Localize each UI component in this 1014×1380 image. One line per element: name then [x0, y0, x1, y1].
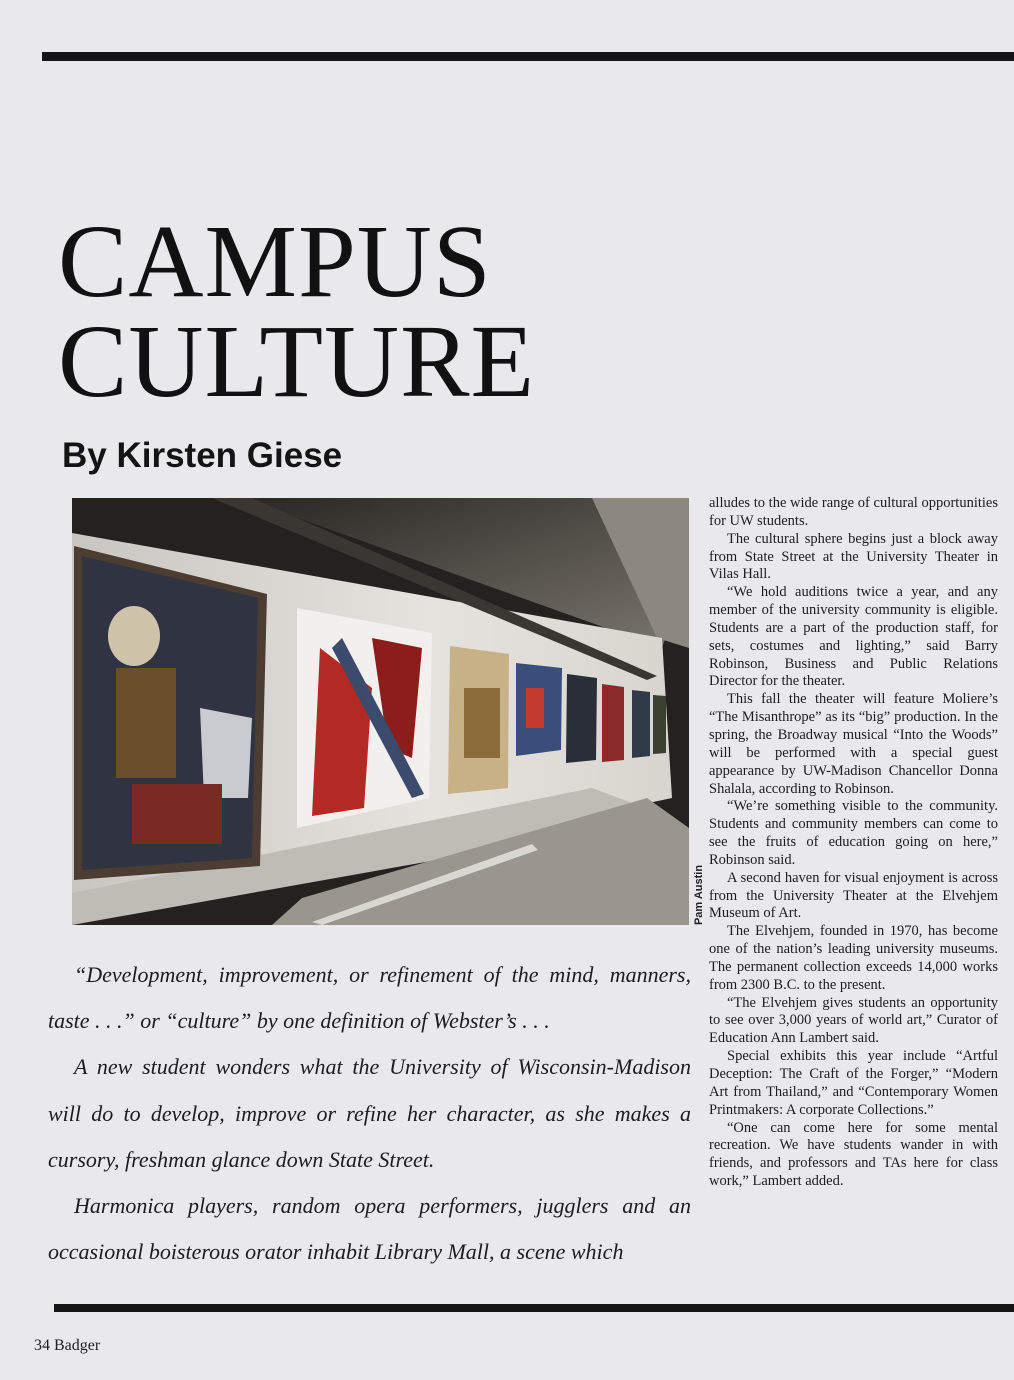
article-intro: [48, 952, 691, 1275]
column-paragraph: The cultural sphere begins just a block away from State Street at the University Theater in Vilas Hall.: [709, 530, 998, 583]
intro-paragraph: A new student wonders what the University of Wisconsin-Madison will do to develop, improve or refine her character, as she makes a cursory, freshman glance down State Street.: [48, 1054, 691, 1172]
intro-paragraph: “Development, improvement, or refinement of the mind, manners, taste . . .” or “culture” by one definition of Webster’s . . .: [48, 962, 691, 1034]
column-paragraph: “We hold auditions twice a year, and any member of the university community is eligible. Students are a part of the production staff, for sets, costumes and lighting,” said Barry Robinson, Business and Public Relations Director for the theater.: [709, 584, 998, 690]
column-paragraph: A second haven for visual enjoyment is across from the University Theater at the Elvehjem Museum of Art.: [709, 869, 998, 922]
column-paragraph: Special exhibits this year include “Artful Deception: The Craft of the Forger,” “Modern Art from Thailand,” and “Contemporary Women Printmakers: A corporate Collections.”: [709, 1048, 998, 1118]
page-title: [58, 204, 535, 419]
column-paragraph: alludes to the wide range of cultural opportunities for UW students.: [709, 495, 998, 529]
page-folio: 34 Badger: [34, 1337, 101, 1354]
byline: By Kirsten Giese: [62, 436, 343, 475]
gallery-photo: [72, 498, 689, 925]
column-paragraph: The Elvehjem, founded in 1970, has become one of the nation’s leading university museums. The permanent collection exceeds 14,000 works from 2300 B.C. to the present.: [709, 923, 998, 993]
top-rule: [42, 52, 1014, 61]
column-paragraph: This fall the theater will feature Moliere’s “The Misanthrope” as its “big” production. In the spring, the Broadway musical “Into the Woods” will be performed with a special guest appearance by UW-Madison Chancellor Donna Shalala, according to Robinson.: [709, 691, 998, 797]
intro-paragraph: Harmonica players, random opera performers, jugglers and an occasional boisterous orator inhabit Library Mall, a scene which: [48, 1193, 691, 1265]
column-paragraph: “One can come here for some mental recreation. We have students wander in with friends, and professors and TAs here for class work,” Lambert added.: [709, 1119, 998, 1190]
column-paragraph: “We’re something visible to the community. Students and community members can come to see the fruits of education going on here,” Robinson said.: [709, 798, 998, 868]
column-paragraph: “The Elvehjem gives students an opportunity to see over 3,000 years of world art,” Curator of Education Ann Lambert said.: [709, 994, 998, 1047]
bottom-rule: [54, 1304, 1014, 1312]
photo-credit: Pam Austin: [693, 864, 705, 926]
title-line-1: CAMPUS: [58, 204, 492, 319]
article-column: [709, 495, 998, 1191]
title-line-2: CULTURE: [58, 304, 535, 419]
